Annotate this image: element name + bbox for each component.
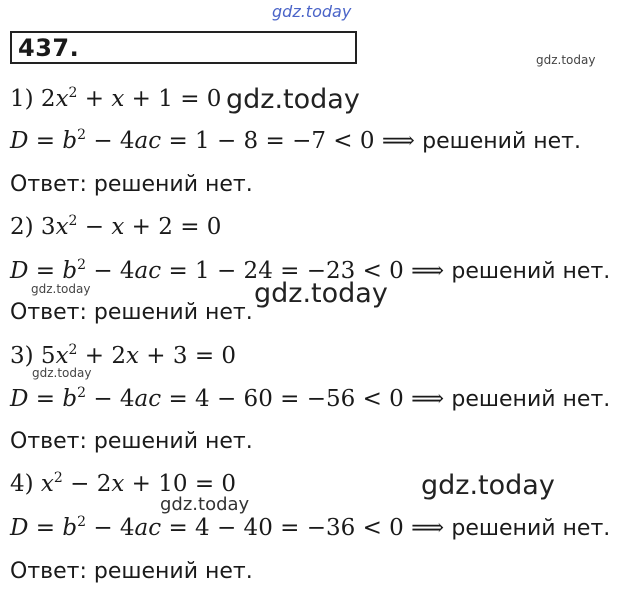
problem-4-discriminant: $D = b^2 - 4ac = 4 - 40 = -36 < 0$ ⟹ решений нет. [10,514,611,541]
exercise-number: 437. [18,34,80,62]
watermark-top: gdz.today [272,2,352,21]
problem-3-equation: 3) $5x^2 + 2x + 3 = 0$ [10,342,237,369]
watermark-big-3: gdz.today [421,470,555,501]
problem-4-answer: Ответ: решений нет. [10,559,253,584]
problem-4-equation: 4) $x^2 - 2x + 10 = 0$ [10,470,237,497]
problem-3-answer: Ответ: решений нет. [10,429,253,454]
problem-2-discriminant: $D = b^2 - 4ac = 1 - 24 = -23 < 0$ ⟹ решений нет. [10,257,611,284]
watermark-big-2: gdz.today [254,278,388,309]
problem-2-equation: 2) $3x^2 - x + 2 = 0$ [10,213,222,240]
watermark-small-mid: gdz.today [160,494,250,515]
problem-2-answer: Ответ: решений нет. [10,300,253,325]
problem-1-discriminant: $D = b^2 - 4ac = 1 - 8 = -7 < 0$ ⟹ решений нет. [10,127,581,154]
watermark-small-left-2: gdz.today [32,366,92,380]
watermark-small-left-1: gdz.today [31,282,91,296]
problem-1-equation: 1) $2x^2 + x + 1 = 0$ [10,85,222,112]
watermark-big-1: gdz.today [226,84,360,115]
problem-1-answer: Ответ: решений нет. [10,172,253,197]
exercise-number-box [10,31,357,64]
problem-3-discriminant: $D = b^2 - 4ac = 4 - 60 = -56 < 0$ ⟹ решений нет. [10,385,611,412]
watermark-tiny-right: gdz.today [536,53,596,67]
